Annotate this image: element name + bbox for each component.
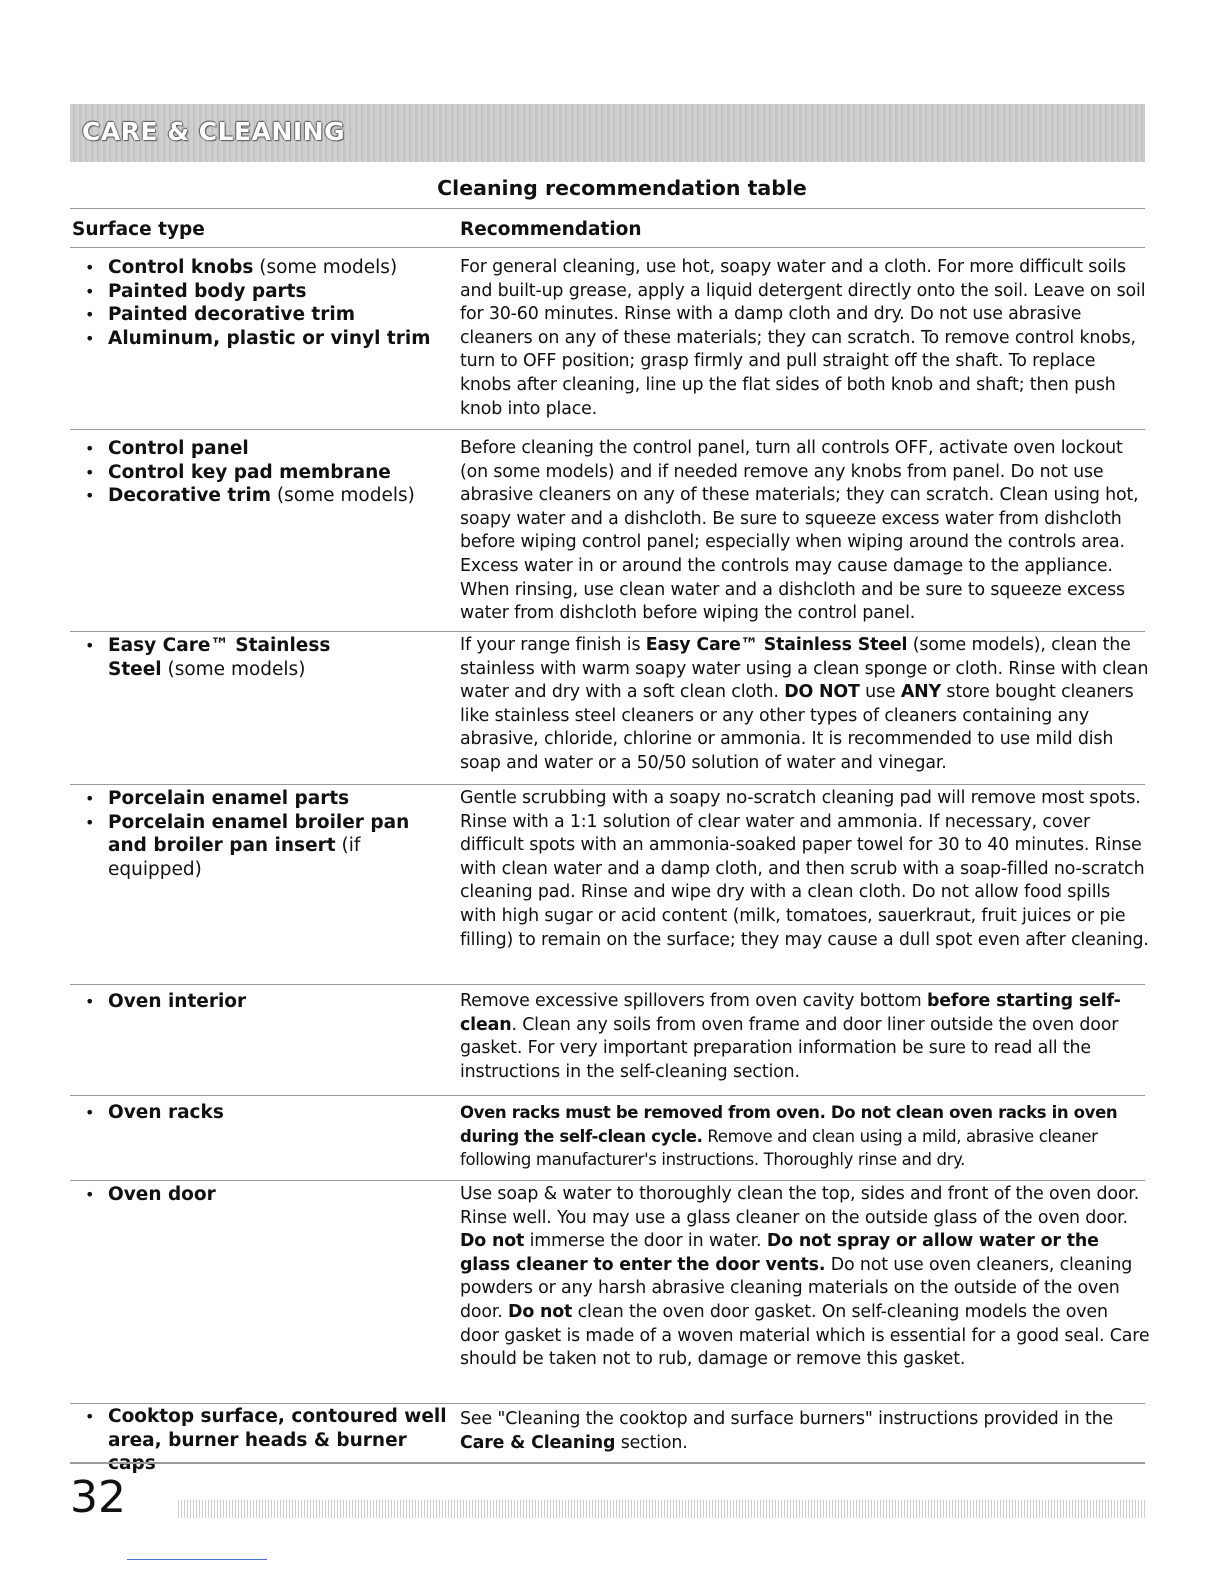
surface-cell: [70, 1405, 455, 1476]
table-bottom-rule: [70, 1462, 1145, 1464]
surface-item: [70, 634, 370, 681]
column-header-surface: Surface type: [72, 219, 205, 240]
surface-item-label: Oven interior: [108, 991, 247, 1012]
surface-item: [70, 484, 455, 508]
recommendation-cell: [460, 437, 1150, 626]
column-header-recommendation: Recommendation: [460, 219, 642, 240]
surface-item: [70, 327, 455, 351]
recommendation-text: . Clean any soils from oven frame and door liner outside the oven door gasket. For very important preparation information be sure to read all the instructions in the self-cleaning section.: [460, 1014, 1119, 1082]
recommendation-text: Do not use oven cleaners, cleaning powders or any harsh abrasive cleaning materials on the outside of the oven door.: [460, 1254, 1133, 1322]
surface-cell: [70, 437, 455, 508]
surface-item-label: Cooktop surface, contoured well area, burner heads & burner: [108, 1406, 447, 1451]
surface-item-note: (if equipped): [108, 835, 361, 880]
recommendation-emphasis: DO NOT: [784, 682, 860, 703]
surface-cell: [70, 787, 455, 881]
row-rule: [70, 784, 1145, 785]
table-title: Cleaning recommendation table: [437, 176, 807, 200]
surface-list: [70, 1101, 455, 1125]
recommendation-cell: [460, 634, 1150, 776]
surface-cell: [70, 990, 455, 1014]
surface-cell: [70, 634, 455, 681]
surface-item-label: Control panel: [108, 438, 249, 459]
footer-decoration: [178, 1500, 1145, 1518]
recommendation-cell: [460, 256, 1150, 421]
surface-item: [70, 461, 455, 485]
surface-list: [70, 1183, 455, 1207]
recommendation-cell: [460, 1101, 1150, 1172]
recommendation-text: Remove excessive spillovers from oven cavity bottom: [460, 991, 927, 1011]
recommendation-emphasis: ANY: [900, 682, 942, 703]
footer-link-underline: [127, 1559, 267, 1560]
surface-list: [70, 787, 440, 881]
recommendation-emphasis: Do not spray or allow water or the glass cleaner to enter the door vents.: [460, 1231, 1099, 1275]
surface-item: [70, 437, 455, 461]
recommendation-text: Gentle scrubbing with a soapy no-scratch cleaning pad will remove most spots. Rinse with a 1:1 solution of clear water and ammonia. If necessary, cover difficult spots with an ammonia-soaked paper towel for 30 to 40 minutes. Rinse with clean water and a damp cloth, and then scrub with a soap-filled no-scratch cleaning pad. Rinse and wipe dry with a clean cloth. Do not allow food spills with high sugar or acid content (milk, tomatoes, sauerkraut, fruit juices or pie filling) to remain on the surface; they may cause a dull spot even after cleaning.: [460, 788, 1149, 950]
row-rule: [70, 631, 1145, 632]
surface-item: [70, 787, 440, 811]
recommendation-text: See "Cleaning the cooktop and surface burners" instructions provided in the: [460, 1409, 1114, 1429]
surface-item-label: Easy Care™ Stainless Steel: [108, 635, 331, 680]
surface-cell: [70, 256, 455, 350]
surface-item-label: Painted body parts: [108, 280, 307, 302]
row-rule: [70, 1180, 1145, 1181]
surface-item-note: (some models): [161, 658, 306, 680]
surface-item-label: Control key pad membrane: [108, 461, 391, 483]
surface-item-note: (some models): [271, 485, 415, 507]
surface-item: [70, 280, 455, 304]
row-rule: [70, 1095, 1145, 1096]
recommendation-text: Use soap & water to thoroughly clean the top, sides and front of the oven door. Rinse well. You may use a glass cleaner on the outside glass of the oven door.: [460, 1184, 1140, 1228]
recommendation-cell: [460, 990, 1150, 1084]
surface-item: [70, 990, 455, 1014]
recommendation-text: use: [859, 682, 901, 703]
recommendation-text: immerse the door in water.: [524, 1231, 767, 1252]
surface-item-label: Decorative trim: [108, 485, 272, 507]
surface-item-label: Painted decorative trim: [108, 304, 356, 326]
recommendation-emphasis: before starting self-clean: [460, 991, 1121, 1035]
recommendation-text: Remove and clean using a mild, abrasive cleaner following manufacturer's instructions. Thoroughly rinse and dry.: [460, 1126, 1098, 1170]
row-rule: [70, 984, 1145, 985]
recommendation-text: If your range finish is: [460, 635, 646, 655]
row-rule: [70, 429, 1145, 430]
surface-list: [70, 990, 455, 1014]
surface-item-label: Oven racks: [108, 1102, 224, 1123]
surface-item: [70, 1101, 455, 1125]
recommendation-emphasis: Do not: [460, 1231, 525, 1252]
recommendation-cell: [460, 1408, 1150, 1455]
surface-cell: [70, 1183, 455, 1207]
surface-item: [70, 256, 455, 280]
recommendation-text: section.: [615, 1432, 688, 1453]
recommendation-emphasis: Care & Cleaning: [460, 1432, 616, 1453]
surface-list: [70, 634, 370, 681]
surface-item: [70, 1183, 455, 1207]
recommendation-emphasis: Easy Care™ Stainless Steel: [645, 635, 908, 655]
recommendation-text: (some models), clean the stainless with warm soapy water using a clean sponge or cloth. Rinse with clean water and dry with a soft clean cloth.: [460, 635, 1149, 703]
surface-list: [70, 256, 455, 350]
surface-item-label: Aluminum, plastic or vinyl trim: [108, 327, 431, 349]
surface-list: [70, 437, 455, 508]
recommendation-emphasis: Oven racks must be removed from oven. Do not clean oven racks in oven during the self-clean cycle.: [460, 1103, 1118, 1146]
section-title: CARE & CLEANING: [82, 117, 346, 146]
recommendation-text: For general cleaning, use hot, soapy water and a cloth. For more difficult soils and built-up grease, apply a liquid detergent directly onto the soil. Leave on soil for 30-60 minutes. Rinse with a damp cloth and dry. Do not use abrasive cleaners on any of these materials; they can scratch. To remove control knobs, turn to OFF position; grasp firmly and pull straight off the shaft. To replace knobs after cleaning, line up the flat sides of both knob and shaft; then push knob into place.: [460, 257, 1146, 419]
surface-item: [70, 1405, 460, 1476]
table-top-rule: [70, 208, 1145, 209]
surface-item-label: Oven door: [108, 1184, 216, 1205]
surface-item: [70, 303, 455, 327]
recommendation-cell: [460, 787, 1150, 952]
recommendation-cell: [460, 1183, 1150, 1372]
surface-item: [70, 811, 440, 882]
recommendation-text: Before cleaning the control panel, turn all controls OFF, activate oven lockout (on some models) and if needed remove any knobs from panel. Do not use abrasive cleaners on any of these materials; they can scratch. Clean using hot, soapy water and a dishcloth. Be sure to squeeze excess water from dishcloth before wiping control panel; especially when wiping around the controls area. Excess water in or around the controls may cause damage to the appliance. When rinsing, use clean water and a dishcloth and be sure to squeeze excess water from dishcloth before wiping the control panel.: [460, 438, 1139, 624]
header-rule: [70, 247, 1145, 248]
surface-cell: [70, 1101, 455, 1125]
recommendation-text: store bought cleaners like stainless steel cleaners or any other types of cleaners containing any abrasive, chloride, chlorine or ammonia. It is recommended to use mild dish soap and water or a 50/50 solution of water and vinegar.: [460, 682, 1134, 773]
row-rule: [70, 1403, 1145, 1404]
surface-item-note: (some models): [253, 257, 398, 278]
surface-item-label: Control knobs: [108, 257, 254, 278]
recommendation-text: clean the oven door gasket. On self-cleaning models the oven door gasket is made of a woven material which is essential for a good seal. Care should be taken not to rub, damage or remove this gasket.: [460, 1301, 1150, 1370]
page-number: 32: [70, 1472, 126, 1523]
surface-item-label: Porcelain enamel broiler pan and broiler pan insert: [108, 811, 410, 857]
surface-item-label: Porcelain enamel parts: [108, 788, 350, 809]
recommendation-emphasis: Do not: [508, 1301, 573, 1322]
surface-list: [70, 1405, 460, 1476]
